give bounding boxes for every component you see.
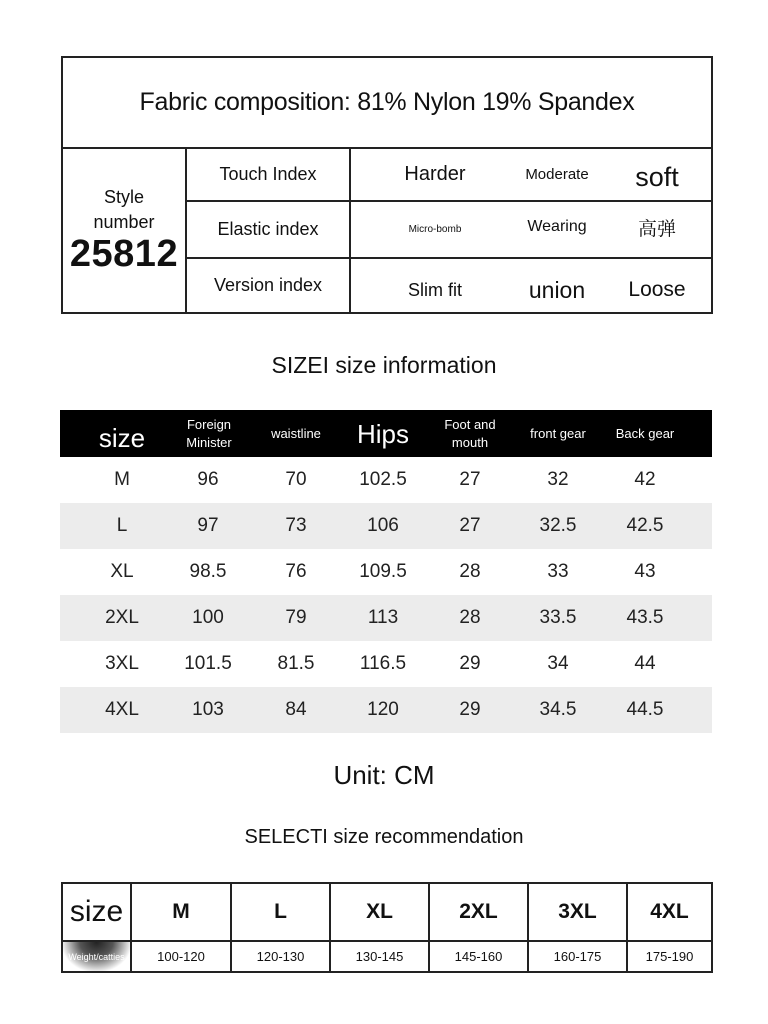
table-row [60,549,712,595]
header-hips: Hips [356,418,409,449]
size-table [60,410,712,733]
table-cell: 34.5 [539,699,577,720]
table-cell: 44.5 [626,699,664,720]
recommend-column [430,884,529,971]
table-cell: 102.5 [359,469,407,490]
style-label-line-1: Style [103,187,145,207]
style-number: 25812 [69,233,179,275]
spec-option-text: Micro-bomb [408,224,462,235]
table-cell: M [114,469,130,490]
spec-option-text: Moderate [525,166,589,183]
recommend-table [61,882,713,973]
recommend-weight: 130-145 [355,949,404,964]
table-cell: L [116,515,128,536]
spec-row-version [187,259,711,312]
recommend-size: 2XL [430,884,527,942]
style-number-cell [63,149,187,312]
size-table-header [60,410,712,457]
table-cell: 27 [459,469,481,490]
spec-option-selected [587,259,727,312]
header-foreign-minister: Foreign Minister [186,416,232,450]
table-cell: 28 [459,561,481,582]
table-cell: 76 [285,561,307,582]
recommend-column [331,884,430,971]
table-cell: 28 [459,607,481,628]
spec-option [587,202,727,257]
table-cell: 34 [547,653,569,674]
recommend-head-column [63,884,132,971]
table-cell: 33 [547,561,569,582]
size-info-title: SIZEI size information [271,352,497,378]
recommend-weight: 160-175 [553,949,602,964]
table-row [60,457,712,503]
table-cell: 32 [547,469,569,490]
table-cell: 97 [197,515,219,536]
style-label [63,185,185,235]
table-cell: 29 [459,653,481,674]
spec-option-text: union [528,277,586,303]
recommend-size: M [132,884,230,942]
table-cell: 3XL [105,653,139,674]
header-front-gear: front gear [530,425,586,441]
table-cell: 109.5 [359,561,407,582]
spec-option-text: soft [635,162,679,192]
recommend-size: L [232,884,329,942]
table-row [60,503,712,549]
table-cell: 4XL [105,699,139,720]
table-cell: 32.5 [539,515,577,536]
table-cell: 42 [634,469,656,490]
table-cell: 2XL [105,607,139,628]
header-back-gear: Back gear [615,425,675,441]
table-cell: 43.5 [626,607,664,628]
table-cell: 101.5 [184,653,232,674]
recommend-weight: 175-190 [645,949,694,964]
table-cell: 100 [192,607,224,628]
table-cell: 113 [367,607,399,628]
table-cell: 96 [197,469,219,490]
spec-row-label: Elastic index [187,202,351,257]
style-label-line-2: number [93,212,155,232]
recommend-weight: 100-120 [157,949,205,964]
table-cell: 42.5 [626,515,664,536]
table-cell: 120 [367,699,399,720]
table-cell: 70 [285,469,307,490]
table-row [60,687,712,733]
header-waistline: waistline [271,425,321,441]
table-cell: 27 [459,515,481,536]
spec-option-text: Slim fit [408,280,462,300]
recommend-weight: 145-160 [454,949,503,964]
table-cell: 29 [459,699,481,720]
header-size: size [98,422,146,453]
table-cell: 43 [634,561,656,582]
table-cell: 103 [192,699,224,720]
table-cell: 116.5 [359,653,407,674]
table-cell: 84 [285,699,307,720]
spec-option-selected [587,149,727,200]
recommend-sub-label: Weight/catties [63,942,130,971]
recommend-title: SELECTI size recommendation [244,826,524,848]
spec-row-label: Version index [187,259,351,312]
table-cell: 79 [285,607,307,628]
table-cell: 33.5 [539,607,577,628]
table-cell: 44 [634,653,656,674]
table-row [60,595,712,641]
recommend-column [529,884,628,971]
unit-label: Unit: CM [333,760,435,790]
recommend-head-label: size [63,884,130,942]
table-cell: 73 [285,515,307,536]
spec-option-text: Wearing [527,218,587,235]
table-cell: 98.5 [189,561,227,582]
spec-option-text: Loose [628,277,686,301]
recommend-size: XL [331,884,428,942]
recommend-column [232,884,331,971]
recommend-size: 3XL [529,884,626,942]
fabric-spec-box [61,56,713,314]
spec-option-text: 高弹 [637,219,676,240]
spec-row-touch [187,149,711,202]
recommend-size: 4XL [628,884,711,942]
table-cell: 106 [367,515,399,536]
table-cell: XL [110,561,134,582]
recommend-weight: 120-130 [256,949,305,964]
table-cell: 81.5 [277,653,315,674]
spec-row-elastic [187,202,711,259]
recommend-column [628,884,711,971]
spec-option-text: Harder [404,163,466,185]
fabric-composition: Fabric composition: 81% Nylon 19% Spandex [63,58,711,149]
header-foot-and-mouth: Foot and mouth [444,416,496,450]
table-row [60,641,712,687]
recommend-column [132,884,232,971]
spec-row-label: Touch Index [187,149,351,200]
